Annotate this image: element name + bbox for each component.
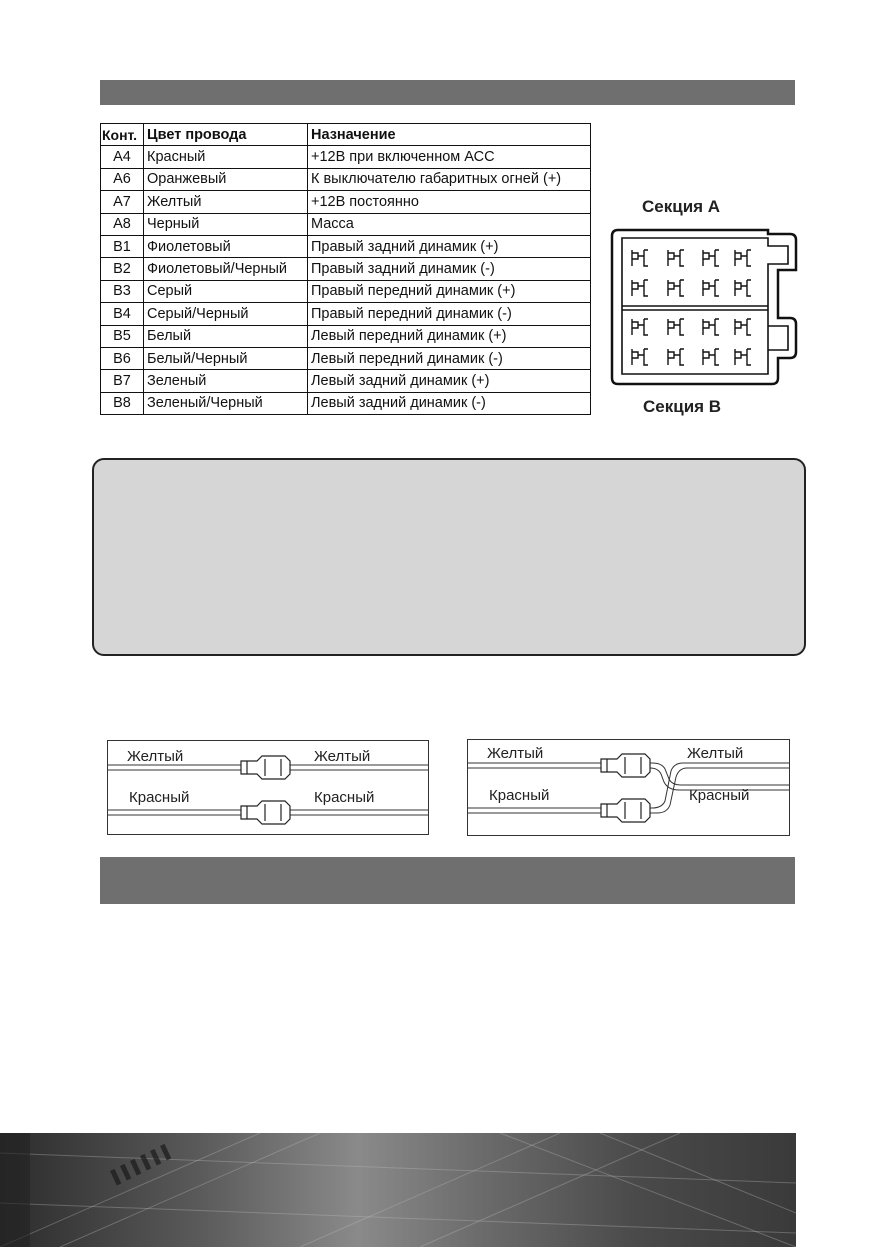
wire-connection-diagram-direct	[107, 740, 430, 836]
section-a-label: Секция A	[642, 197, 721, 216]
cell-pin: B3	[101, 280, 144, 302]
section-header-bar	[100, 80, 795, 105]
table-row	[101, 168, 591, 190]
cell-purpose: Правый задний динамик (-)	[308, 258, 591, 280]
cell-pin: A6	[101, 168, 144, 190]
table-row	[101, 213, 591, 235]
cell-wire-color: Белый/Черный	[144, 347, 308, 369]
note-box	[92, 458, 806, 656]
cell-purpose: Правый задний динамик (+)	[308, 235, 591, 257]
cell-wire-color: Фиолетовый	[144, 235, 308, 257]
table-header-row	[101, 124, 591, 146]
cell-purpose: К выключателю габаритных огней (+)	[308, 168, 591, 190]
cell-purpose: Масса	[308, 213, 591, 235]
table-row	[101, 347, 591, 369]
cell-purpose: Левый передний динамик (+)	[308, 325, 591, 347]
footer-texture-graphic	[0, 1133, 796, 1247]
header-wire-color: Цвет провода	[144, 124, 308, 146]
cell-pin: B5	[101, 325, 144, 347]
table-row	[101, 146, 591, 168]
wire-label-red-right: Красный	[314, 789, 375, 806]
cell-wire-color: Серый	[144, 280, 308, 302]
cell-wire-color: Серый/Черный	[144, 303, 308, 325]
table-row	[101, 258, 591, 280]
wire-label-yellow-right: Желтый	[314, 748, 371, 765]
cell-wire-color: Красный	[144, 146, 308, 168]
wire-label-yellow-right: Желтый	[687, 745, 744, 762]
cell-wire-color: Белый	[144, 325, 308, 347]
table-row	[101, 191, 591, 213]
wire-connection-diagram-crossed	[467, 739, 791, 837]
cell-pin: B7	[101, 370, 144, 392]
section-b-label: Секция B	[643, 397, 722, 416]
table-row	[101, 325, 591, 347]
wire-label-red-left: Красный	[129, 789, 190, 806]
wire-label-red-right: Красный	[689, 787, 750, 804]
cell-purpose: Правый передний динамик (+)	[308, 280, 591, 302]
table-row	[101, 370, 591, 392]
wire-label-red-left: Красный	[489, 787, 550, 804]
cell-pin: B8	[101, 392, 144, 414]
cell-pin: B2	[101, 258, 144, 280]
cell-purpose: Левый задний динамик (+)	[308, 370, 591, 392]
table-row	[101, 392, 591, 414]
cell-pin: A4	[101, 146, 144, 168]
wire-label-yellow-left: Желтый	[487, 745, 544, 762]
cell-pin: B4	[101, 303, 144, 325]
table-row	[101, 235, 591, 257]
cell-purpose: +12В постоянно	[308, 191, 591, 213]
cell-pin: B1	[101, 235, 144, 257]
pinout-table	[100, 123, 591, 415]
cell-wire-color: Фиолетовый/Черный	[144, 258, 308, 280]
cell-wire-color: Зеленый/Черный	[144, 392, 308, 414]
cell-wire-color: Оранжевый	[144, 168, 308, 190]
cell-purpose: +12В при включенном АСС	[308, 146, 591, 168]
cell-purpose: Левый задний динамик (-)	[308, 392, 591, 414]
section-header-bar-2	[100, 857, 795, 904]
cell-pin: A7	[101, 191, 144, 213]
table-row	[101, 303, 591, 325]
cell-wire-color: Желтый	[144, 191, 308, 213]
wire-label-yellow-left: Желтый	[127, 748, 184, 765]
iso-connector-diagram	[610, 228, 800, 386]
header-pin: Конт.	[101, 124, 144, 146]
cell-pin: B6	[101, 347, 144, 369]
cell-purpose: Правый передний динамик (-)	[308, 303, 591, 325]
cell-purpose: Левый передний динамик (-)	[308, 347, 591, 369]
decorative-footer-image	[0, 1133, 796, 1247]
cell-wire-color: Черный	[144, 213, 308, 235]
header-purpose: Назначение	[308, 124, 591, 146]
cell-wire-color: Зеленый	[144, 370, 308, 392]
table-row	[101, 280, 591, 302]
cell-pin: A8	[101, 213, 144, 235]
